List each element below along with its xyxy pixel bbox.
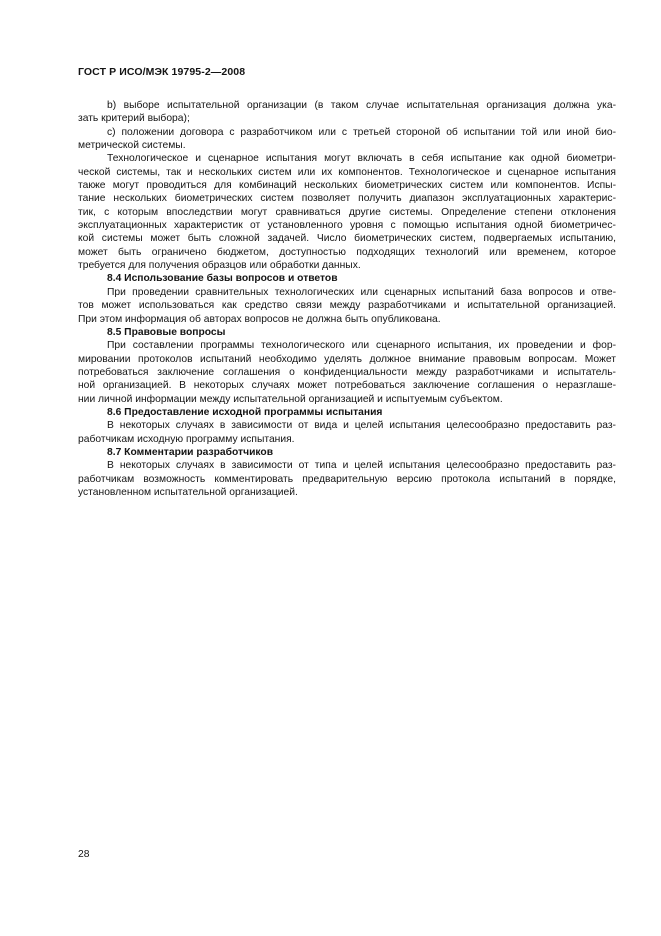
text-line: В некоторых случаях в зависимости от вида и целей испытания целесообразно предоставить раз- xyxy=(107,420,616,432)
text-line: Технологическое и сценарное испытания могут включать в себя испытание как одной биометри- xyxy=(107,153,616,165)
text-line: c) положении договора с разработчиком или с третьей стороной об испытании той или иной био- xyxy=(107,126,616,138)
text-line: зать критерий выбора); xyxy=(78,113,190,125)
text-line: При составлении программы технологического или сценарного испытания, их проведении и фор- xyxy=(107,340,616,352)
text-line: ной организацией. В некоторых случаях может потребоваться заключение соглашения о неразглаше- xyxy=(78,380,616,392)
text-line: тик, с которым впоследствии могут сравниваться другие системы. Определение степени отклонения xyxy=(78,206,616,218)
section-heading: 8.4 Использование базы вопросов и ответов xyxy=(107,273,338,285)
text-line: установленном испытательной организацией. xyxy=(78,486,298,498)
text-line: кой системы может быть сложной задачей. Число биометрических систем, подвергаемых испытанию, xyxy=(78,233,616,245)
section-heading: 8.6 Предоставление исходной программы испытания xyxy=(107,406,383,418)
text-line: тание нескольких биометрических систем позволяет получить диапазон эксплуатационных характерис- xyxy=(78,193,616,205)
text-line: тов может использоваться как средство связи между разработчиками и испытательной организацией. xyxy=(78,300,616,312)
text-line: работчикам возможность комментировать предварительную версию протокола испытаний в порядке, xyxy=(78,473,616,485)
text-line: работчикам исходную программу испытания. xyxy=(78,433,295,445)
text-line: может быть ограничено бюджетом, доступностью подходящих технологий или временем, которое xyxy=(78,246,616,258)
page-number: 28 xyxy=(78,849,90,860)
section-heading: 8.7 Комментарии разработчиков xyxy=(107,446,274,458)
document-body xyxy=(78,99,616,499)
document-header: ГОСТ Р ИСО/МЭК 19795-2—2008 xyxy=(78,66,246,78)
text-line: метрической системы. xyxy=(78,140,186,152)
text-line: эксплуатационных характеристик от установленного уровня с помощью испытания одной биометричес- xyxy=(78,220,616,232)
section-heading: 8.5 Правовые вопросы xyxy=(107,326,226,338)
text-line: мировании протоколов испытаний необходимо уделять должное внимание правовым вопросам. Может xyxy=(78,353,616,365)
text-line: b) выборе испытательной организации (в таком случае испытательная организация должна ука- xyxy=(107,100,616,111)
text-line: потребоваться заключение соглашения о конфиденциальности между разработчиками и испытатель- xyxy=(78,366,616,378)
text-line: нии личной информации между испытательной организацией и испытуемым субъектом. xyxy=(78,393,503,405)
text-line: В некоторых случаях в зависимости от типа и целей испытания целесообразно предоставить раз- xyxy=(107,460,616,472)
text-line: требуется для получения образцов или обработки данных. xyxy=(78,260,361,272)
text-line: ческой системы, так и нескольких систем или их компонентов. Технологическое и сценарное испытания xyxy=(78,166,616,178)
text-line: При проведении сравнительных технологических или сценарных испытаний база вопросов и отве- xyxy=(107,286,616,298)
text-line: При этом информация об авторах вопросов не должна быть опубликована. xyxy=(78,313,441,325)
text-line: также могут проводиться для комбинаций нескольких биометрических систем или компонентов. Испы- xyxy=(78,180,616,192)
